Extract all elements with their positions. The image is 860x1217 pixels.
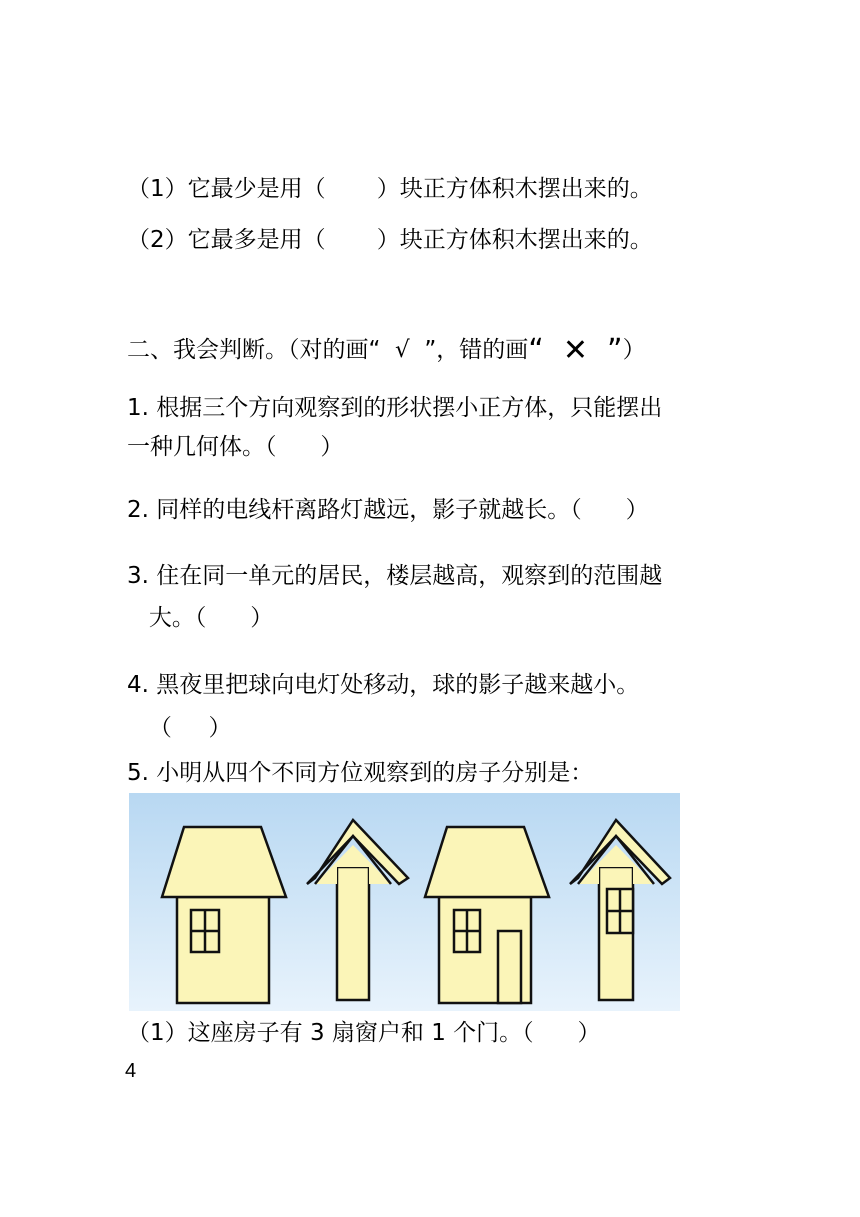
section-two-heading-prefix: 二、我会判断。（对的画“ √ ”，错的画	[127, 337, 529, 363]
house-front-view	[162, 827, 286, 1003]
house-views-figure	[129, 793, 680, 1011]
house-back-view	[425, 827, 549, 1003]
judgment-3-line1: 3. 住在同一单元的居民，楼层越高，观察到的范围越	[127, 563, 663, 589]
window-icon	[454, 910, 480, 952]
question-min-blocks: （1）它最少是用（ ）块正方体积木摆出来的。	[127, 176, 653, 202]
question-max-blocks: （2）它最多是用（ ）块正方体积木摆出来的。	[127, 227, 653, 253]
window-icon	[607, 889, 633, 933]
window-icon	[191, 910, 219, 952]
judgment-1-line2: 一种几何体。（ ）	[127, 434, 344, 460]
judgment-5: 5. 小明从四个不同方位观察到的房子分别是：	[127, 760, 594, 786]
sub-question-windows-door: （1）这座房子有 3 扇窗户和 1 个门。（ ）	[127, 1020, 601, 1046]
page-number: 4	[125, 1060, 137, 1082]
section-two-heading	[127, 335, 646, 366]
judgment-2: 2. 同样的电线杆离路灯越远，影子就越长。（ ）	[127, 497, 649, 523]
door-icon	[498, 931, 521, 1003]
judgment-3-line2: 大。（ ）	[127, 605, 274, 631]
judgment-1-line1: 1. 根据三个方向观察到的形状摆小正方体，只能摆出	[127, 395, 663, 421]
judgment-4-line1: 4. 黑夜里把球向电灯处移动，球的影子越来越小。	[127, 672, 640, 698]
section-two-heading-suffix: ）	[622, 337, 646, 363]
cross-mark: “ ✕ ”	[528, 333, 623, 368]
judgment-4-line2: （ ）	[127, 715, 232, 741]
